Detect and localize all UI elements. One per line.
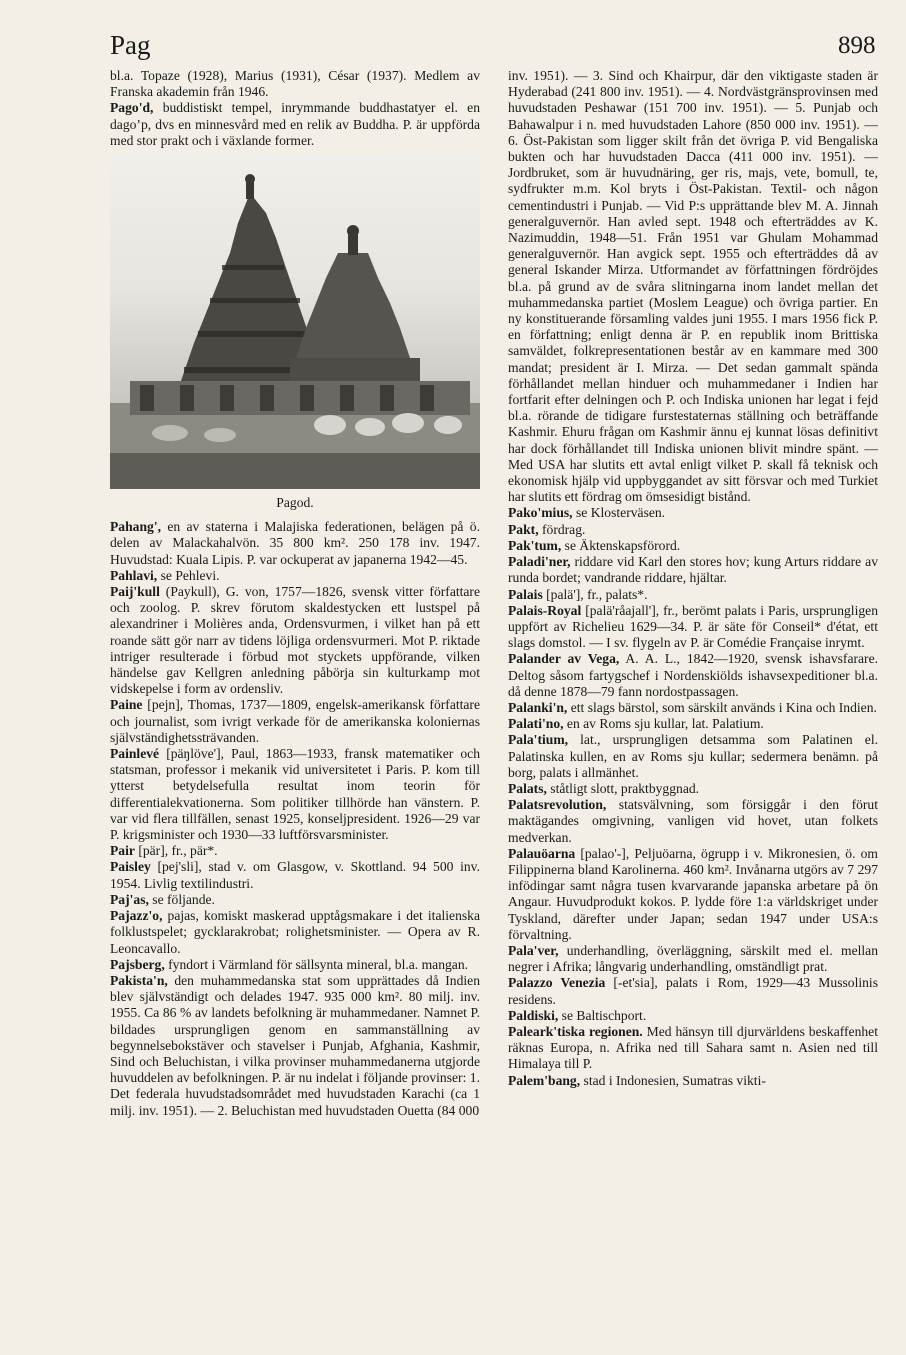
entry (110, 957, 480, 973)
pagoda-photo (110, 153, 480, 489)
entry-headword: Pahang', (110, 519, 161, 535)
entry-headword: Pajazz'o, (110, 908, 163, 924)
page-number: 898 (838, 32, 876, 59)
entry (508, 538, 878, 554)
entry-headword: Paldiski, (508, 1007, 559, 1023)
entry (508, 975, 878, 1007)
intro-paragraph: bl.a. Topaze (1928), Marius (1931), César (1937). Medlem av Franska akademin från 1946. (110, 68, 480, 100)
entry-text: [palä'], fr., palats*. (542, 586, 648, 602)
entry-text: stad i Indonesien, Sumatras vikti- (580, 1072, 766, 1088)
entry (110, 908, 480, 957)
entry-text: [pär], fr., pär*. (134, 843, 218, 859)
entry-headword: Palatsrevolution, (508, 797, 607, 813)
entry-headword: Pakt, (508, 521, 539, 537)
entry-headword: Paladi'ner, (508, 554, 571, 570)
running-head-word: Pag (110, 30, 151, 60)
entry-headword: Pako'mius, (508, 505, 573, 521)
entry (508, 846, 878, 943)
entry-text: (Paykull), G. von, 1757—1826, svensk vitter författare och zoolog. P. skrev förutom skaldestycken ett lustspel på alexandriner i Molières anda, Ordensvurmen, i vilket han på ett roande sätt gör narr av tidens löjliga ordensvurmeri. Mot P. riktade intriger resulterade i förbud mot styckets uppförande, vilken händelse gav Kellgren anledning påbörja sin kulturkamp mot vidskepelse i form av ordensliv. (110, 584, 480, 697)
entry-text: lat., ursprungligen detsamma som Palatinen el. Palatinska kullen, en av Roms sju kullar; sedermera benämn. på borg, palats i allmänhet. (508, 732, 878, 780)
entry-headword: Paisley (110, 859, 151, 875)
entry-text: den muhammedanska stat som upprättades då Indien blev självständigt och delades 1947. 935 000 km². 80 milj. inv. 1955. Ca 86 % av landets befolkning är muhammedaner. Namnet P. bildades ursprungligen genom en sammanställning av begynnelsebokstäver och stavelser i Punjab, Afghania, Kashmir, Sind och Beluchistan, i vilka provinser muhammedanerna utgjorde huvuddelen av befolkningen. P. är nu indelat i följande provinser: 1. Det federala huvudstadsområdet med huvudstaden Karachi (ca 1 milj. inv. 1951). — 2. Beluchistan med huvudstaden Ouetta (84 000 (110, 972, 480, 1118)
entry-text: ståtligt slott, praktbyggnad. (546, 780, 700, 796)
entry-text: [pej'sli], stad v. om Glasgow, v. Skottland. 94 500 inv. 1954. Livlig textilindustri. (110, 859, 480, 891)
entry-headword: Palati'no, (508, 716, 564, 732)
entry (508, 797, 878, 846)
entry (508, 587, 878, 603)
entry (110, 519, 480, 568)
entry-text: en av Roms sju kullar, lat. Palatium. (563, 716, 764, 732)
entry-headword: Pajsberg, (110, 956, 165, 972)
entry-text: pajas, komiskt maskerad upptågsmakare i det italienska folklustspelet; gycklarakrobat; rolighetsminister. — Opera av R. Leoncavallo. (110, 908, 480, 956)
entry-text: se Äktenskapsförord. (561, 537, 681, 553)
entry (508, 651, 878, 700)
entry-headword: Paleark'tiska regionen. (508, 1023, 643, 1039)
entry-headword: Palem'bang, (508, 1072, 581, 1088)
entry (110, 697, 480, 746)
entry (110, 584, 480, 697)
figure-caption: Pagod. (276, 495, 314, 511)
entry-text: en av staterna i Malajiska federationen, belägen på ö. delen av Malackahalvön. 35 800 km². 250 178 inv. 1947. Huvudstad: Kuala Lipis. P. var ockuperat av japanerna 1942—45. (110, 519, 480, 567)
entry-headword: Pala'ver, (508, 942, 559, 958)
entry-headword: Pahlavi, (110, 567, 158, 583)
entry (110, 973, 480, 1119)
entry (508, 1073, 878, 1089)
entry (110, 843, 480, 859)
entry (508, 522, 878, 538)
entry (508, 1024, 878, 1073)
entry-text: [-et'sia], palats i Rom, 1929—43 Mussolinis residens. (508, 975, 878, 1007)
entry-text: fördrag. (538, 521, 586, 537)
entry (508, 716, 878, 732)
entry (508, 700, 878, 716)
left-column (110, 68, 480, 1119)
pagoda-figure (110, 153, 480, 511)
entry-headword: Pakista'n, (110, 972, 168, 988)
entry-text: se Baltischport. (558, 1007, 647, 1023)
entry (110, 859, 480, 891)
entry-text: A. A. L., 1842—1920, svensk ishavsfarare. Deltog såsom fartygschef i Nordenskiölds ishavsexpeditioner bl.a. då denne 1878—79 fann nordostpassagen. (508, 651, 879, 699)
entry-headword: Palauöarna (508, 845, 576, 861)
entry-headword: Palais-Royal (508, 602, 582, 618)
entry-text: ett slags bärstol, som särskilt används i Kina och Indien. (567, 699, 877, 715)
entry-text: [pejn], Thomas, 1737—1809, engelsk-amerikansk författare och journalist, som ivrigt verkade för de amerikanska koloniernas självständighetssträvanden. (110, 697, 480, 745)
entry (508, 781, 878, 797)
entry-headword: Paj'as, (110, 891, 149, 907)
right-entries-list (508, 505, 878, 1088)
entry-headword: Pair (110, 843, 135, 859)
entry (508, 554, 878, 586)
entry-headword: Palats, (508, 780, 547, 796)
entry (110, 746, 480, 843)
entry-headword: Palander av Vega, (508, 651, 620, 667)
continuation-paragraph: inv. 1951). — 3. Sind och Khairpur, där den viktigaste staden är Hyderabad (241 800 inv. 1951). — 4. Nordvästgränsprovinsen med huvudstaden Peshawar (151 700 inv. 1951). — 5. Punjab och Bahawalpur i n. med huvudstaden Lahore (850 000 inv. 1951). — 6. Öst-Pakistan som ligger skilt från det övriga P. vid Bengaliska bukten och har huvudstaden Dacca (411 000 inv. 1951). — Jordbruket, som är huvudnäring, ger ris, majs, vete, bomull, te, sydfrukter m.m. Kol bryts i Öst-Pakistan. Textil- och någon cementindustri i Punjab. — Vid P:s upprättande blev M. A. Jinnah generalguvernör. Han avled sept. 1948 och efterträddes av K. Nazimuddin, 1948—51. Från 1951 var Ghulam Mohammad generalguvernör. Han avgick sept. 1955 och efterträddes då av general Iskander Mirza. Utformandet av författningen fördröjdes bl.a. på grund av de svåra slitningarna inom landet mellan det muhammedanska partiet (Moslem League) och övriga partier. En ny konstituerande församling valdes juni 1955. I mars 1956 fick P. en författning; enligt denna är P. en republik inom Brittiska samväldet, folkrepresentationen består av en kammare med 300 mandat; president är I. Mirza. — Det sedan gammalt spända förhållandet mellan hinduer och muhammedaner i Indien har fortfarit efter delningen och P. och Indiska unionen har legat i fejd bl.a. rörande de tidigare furstestaternas ställning och beträffande Kashmir. Ehuru frågan om Kashmir ännu ej kunnat lösas definitivt har dock förhållandet till Indiska unionen blivit mindre spänt. — Med USA har slutits ett avtal enligt vilket P. skall få teknisk och ekonomisk hjälp vid uppbyggandet av sitt försvar och med Turkiet har slutits ett fördrag om ömsesidigt bistånd. (508, 68, 878, 505)
entry-text: [palä'råajall'], fr., berömt palats i Paris, ursprungligen uppfört av Richelieu 1629—34. P. är säte för Conseil* d'état, ett slags domstol. — I sv. flygeln av P. är Comédie Française inrymt. (508, 602, 878, 651)
entry-text: underhandling, överläggning, särskilt med el. mellan negrer i Afrika; långvarig underhandling, omständligt prat. (508, 942, 878, 975)
entry-text: [päŋlöve'], Paul, 1863—1933, fransk matematiker och statsman, professor i mekanik vid universitetet i Paris. P. kom till ytterst betydelsefulla resultat inom teorin för differentialekvationerna. Som politiker tillhörde han vänstern. P. var vid flera tillfällen, senast 1925, konseljpresident. 1926—29 var P. krigsminister och 1930—33 luftförsvarsminister. (110, 746, 480, 843)
entry (508, 1008, 878, 1024)
entry-headword: Paij'kull (110, 584, 160, 600)
pagoda-illustration (110, 153, 480, 489)
entry-text: [palao'-], Peljuöarna, ögrupp i v. Mikronesien, ö. om Filippinerna bland Karolinerna. 460 km². Invånarna utgörs av 7 297 infödingar samt några tusen kvarvarande japanska arbetare på ön Angaur. Huvudprodukt kokos. P. lydde före 1:a världskriget under Tyskland, därefter under Japan; sedan 1947 under USA:s förvaltning. (508, 845, 878, 942)
entry-headword: Pak'tum, (508, 537, 562, 553)
entry-text: fyndort i Värmland för sällsynta mineral, bl.a. mangan. (164, 956, 469, 972)
entry-pagod (110, 100, 480, 149)
entry-text: se Pehlevi. (157, 567, 220, 583)
left-entries-list (110, 519, 480, 1119)
entry-text: buddistiskt tempel, inrymmande buddhastatyer el. en dagoʼp, dvs en minnesvård med en relik av Buddha. P. är uppförda med stor prakt och i växlande former. (110, 100, 480, 148)
entry-headword: Pala'tium, (508, 732, 569, 748)
entry-headword: Paine (110, 697, 143, 713)
right-column (508, 68, 878, 1089)
entry-headword: Painlevé (110, 746, 160, 762)
entry-text: statsvälvning, som försiggår i den förut maktägandes omgivning, vanligen vid hovet, utan folkets medverkan. (508, 797, 878, 845)
entry (508, 603, 878, 652)
entry-headword: Palazzo Venezia (508, 975, 606, 991)
entry-text: Med hänsyn till djurvärldens beskaffenhet räknas Europa, n. Afrika ned till Sahara samt n. Asien ned till Himalaya till P. (508, 1023, 878, 1072)
entry (508, 732, 878, 781)
entry (110, 568, 480, 584)
entry-headword: Pago'd, (110, 100, 154, 116)
entry-text: riddare vid Karl den stores hov; kung Arturs riddare av runda bordet; vandrande riddare, hjältar. (508, 554, 878, 586)
entry-text: se Klosterväsen. (572, 505, 666, 521)
entry-headword: Palais (508, 586, 543, 602)
entry (508, 943, 878, 975)
entry-text: se följande. (148, 891, 215, 907)
entry-headword: Palanki'n, (508, 699, 568, 715)
entry (110, 892, 480, 908)
entry (508, 505, 878, 521)
